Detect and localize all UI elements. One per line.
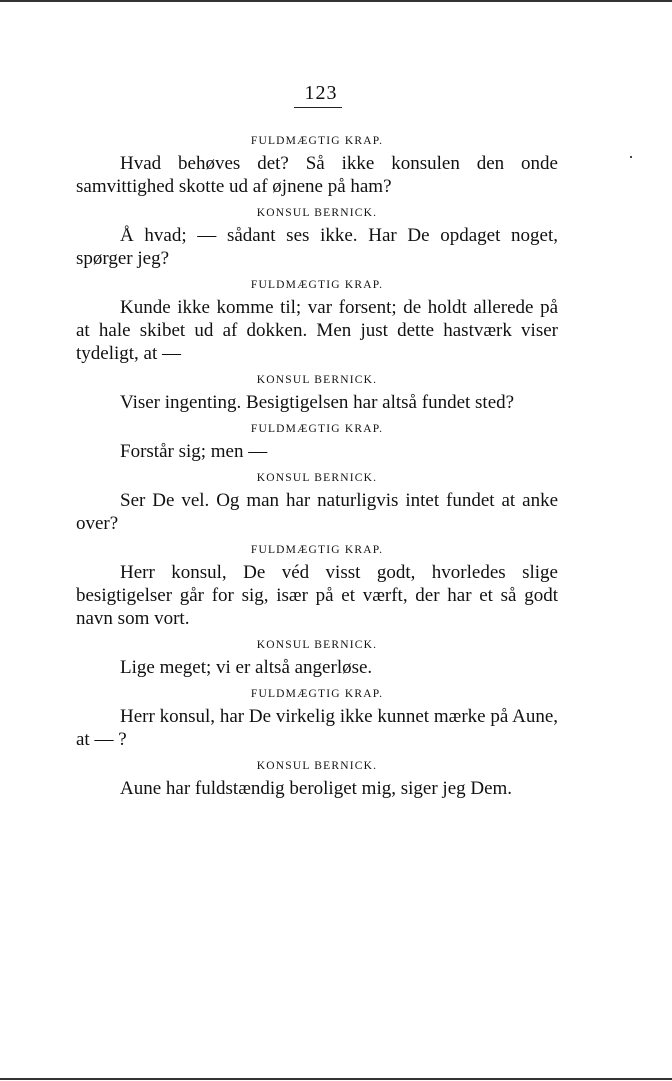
dialogue-text [76, 128, 558, 805]
speech-line: Herr konsul, De véd visst godt, hvorledes slige besigtigelser går for sig, især på et værft, der har et så godt navn som vort. [76, 562, 558, 629]
speech-line: Lige meget; vi er altså angerløse. [120, 657, 373, 678]
page-number-rule [294, 107, 342, 108]
paper-speck [630, 156, 632, 158]
page-edge-bottom [0, 1078, 672, 1080]
speech-line: Herr konsul, har De virkelig ikke kunnet mærke på Aune, at — ? [76, 706, 558, 750]
page-edge-top [0, 0, 672, 2]
speaker-name: KONSUL BERNICK. [256, 760, 378, 772]
speaker-name: FULDMÆGTIG KRAP. [250, 279, 384, 291]
speaker-name: FULDMÆGTIG KRAP. [250, 544, 384, 556]
speaker-name: FULDMÆGTIG KRAP. [250, 423, 384, 435]
speech-line: Kunde ikke komme til; var forsent; de holdt allerede på at hale skibet ud af dokken. Men just dette hastværk viser tydeligt, at — [76, 297, 558, 364]
speaker-name: FULDMÆGTIG KRAP. [250, 688, 384, 700]
speaker-name: FULDMÆGTIG KRAP. [250, 135, 384, 147]
page-number: 123 [304, 82, 338, 104]
speech-line: Ser De vel. Og man har naturligvis intet fundet at anke over? [76, 490, 558, 534]
speaker-name: KONSUL BERNICK. [256, 374, 378, 386]
speech-line: Forstår sig; men — [120, 441, 268, 462]
speaker-name: KONSUL BERNICK. [256, 207, 378, 219]
speaker-name: KONSUL BERNICK. [256, 472, 378, 484]
speech-line: Å hvad; — sådant ses ikke. Har De opdaget noget, spørger jeg? [76, 225, 558, 269]
speech-line: Aune har fuldstændig beroliget mig, siger jeg Dem. [120, 778, 513, 799]
speech-line: Hvad behøves det? Så ikke konsulen den onde samvittighed skotte ud af øjnene på ham? [76, 153, 558, 197]
speech-line: Viser ingenting. Besigtigelsen har altså fundet sted? [120, 392, 515, 413]
speaker-name: KONSUL BERNICK. [256, 639, 378, 651]
